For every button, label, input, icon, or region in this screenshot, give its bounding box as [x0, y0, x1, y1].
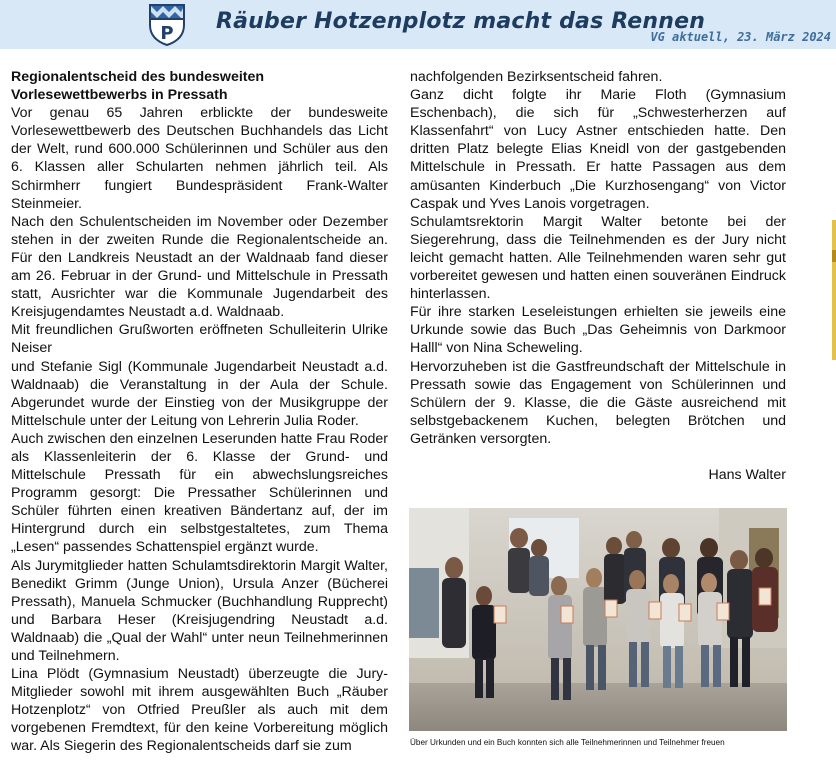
article-paragraph: Vor genau 65 Jahren erblickte der bundesweite Vorlesewettbewerb des Deutschen Buchhandels das Licht der Welt, rund 600.000 Schülerinnen und Schüler aus den 6. Klassen aller Schularten nehmen jährlich teil. Als Schirmherr fungiert Bundespräsident Frank-Walter Steinmeier. [11, 105, 388, 212]
page-title: Räuber Hotzenplotz macht das Rennen [216, 9, 706, 34]
article-paragraph: Ganz dicht folgte ihr Marie Floth (Gymnasium Eschenbach), die sich für „Schwesterherzen auf Klassenfahrt“ von Lucy Astner entschieden hatte. Den dritten Platz belegte Elias Kneidl von der gastgebenden Mittelschule in Pressath. Er hatte Passagen aus dem amüsanten Kinderbuch „Die Kurzhosengang“ von Victor Caspak und Yves Lanois vorgetragen. [410, 87, 786, 212]
adjacent-page-edge-mark [832, 250, 836, 262]
article-paragraph: Auch zwischen den einzelnen Leserunden hatte Frau Roder als Klassenleiterin der 6. Klasse der Grund- und Mittelschule Pressath für ein abwechslungsreiches Programm gesorgt: Die Pressather Schülerinnen und Schüler führten einen kreativen Bändertanz auf, der im Hintergrund durch ein selbstgestaltetes, zum Thema „Lesen“ passendes Schattenspiel ergänzt wurde. [11, 430, 389, 556]
article-column-right [410, 68, 786, 484]
article-paragraph: nachfolgenden Bezirksentscheid fahren. [410, 69, 663, 85]
article-paragraph: Mit freundlichen Grußworten eröffneten Schulleiterin Ulrike Neiser [11, 322, 388, 357]
article-author: Hans Walter [708, 466, 786, 483]
article-paragraph: Lina Plödt (Gymnasium Neustadt) überzeugte die Jury-Mitglieder sowohl mit ihrem ausgewählten Buch „Räuber Hotzenplotz“ von Otfried Preußler als auch mit dem vorgebenen Fremdtext, für den keine Vorbereitung möglich war. Als Siegerin des Regionalentscheids darf sie zum [11, 666, 388, 755]
coat-of-arms-icon [148, 3, 186, 46]
article-paragraph: und Stefanie Sigl (Kommunale Jugendarbeit Neustadt a.d. Waldnaab) die Veranstaltung in der Aula der Schule. Abgerundet wurde der Einstieg von der Musikgruppe der Mittelschule unter der Leitung von Lehrerin Julia Roder. [11, 358, 388, 429]
adjacent-page-edge [832, 220, 836, 360]
article-paragraph: Für ihre starken Leseleistungen erhielten sie jeweils eine Urkunde sowie das Buch „Das Geheimnis von Darkmoor Halll“ von Nina Scheweling. [410, 304, 786, 357]
svg-text:P: P [160, 23, 174, 44]
article-headline: Regionalentscheid des bundesweiten Vorlesewettbewerbs in Pressath [11, 69, 265, 104]
issue-date: VG aktuell, 23. März 2024 [650, 30, 831, 44]
group-photo-illustration [409, 508, 787, 731]
article-column-left [11, 68, 388, 756]
article-paragraph: Nach den Schulentscheiden im November oder Dezember stehen in der zweiten Runde die Regionalentscheide an. Für den Landkreis Neustadt an der Waldnaab fand dieser am 26. Februar in der Grund- und Mittelschule in Pressath statt, Ausrichter war die Kommunale Jugendarbeit des Kreisjugendamtes Neustadt a.d. Waldnaab. [11, 213, 388, 321]
article-paragraph: Als Jurymitglieder hatten Schulamtsdirektorin Margit Walter, Benedikt Grimm (Junge Union), Ursula Anzer (Bücherei Pressath), Manuela Schmucker (Buchhandlung Rupprecht) und Barbara Heser (Kreisjugendring Neustadt a.d. Waldnaab) die „Qual der Wahl“ unter neun Teilnehmerinnen und Teilnehmern. [11, 557, 388, 664]
article-paragraph: Hervorzuheben ist die Gastfreundschaft der Mittelschule in Pressath sowie das Engagement von Schülerinnen und Schülern der 9. Klasse, die die Gäste ausreichend mit selbstgebackenem Kuchen, belegten Brötchen und Getränken versorgten. [410, 358, 786, 447]
page-header [0, 0, 836, 49]
group-photo [409, 508, 787, 731]
article-paragraph: Schulamtsrektorin Margit Walter betonte bei der Siegerehrung, dass die Teilnehmenden es der Jury nicht leicht gemacht hatten. Alle Teilnehmenden waren sehr gut vorbereitet gewesen und hatten einen souveränen Eindruck hinterlassen. [410, 213, 786, 303]
photo-caption: Über Urkunden und ein Buch konnten sich alle Teilnehmerinnen und Teilnehmer freuen [410, 738, 725, 747]
